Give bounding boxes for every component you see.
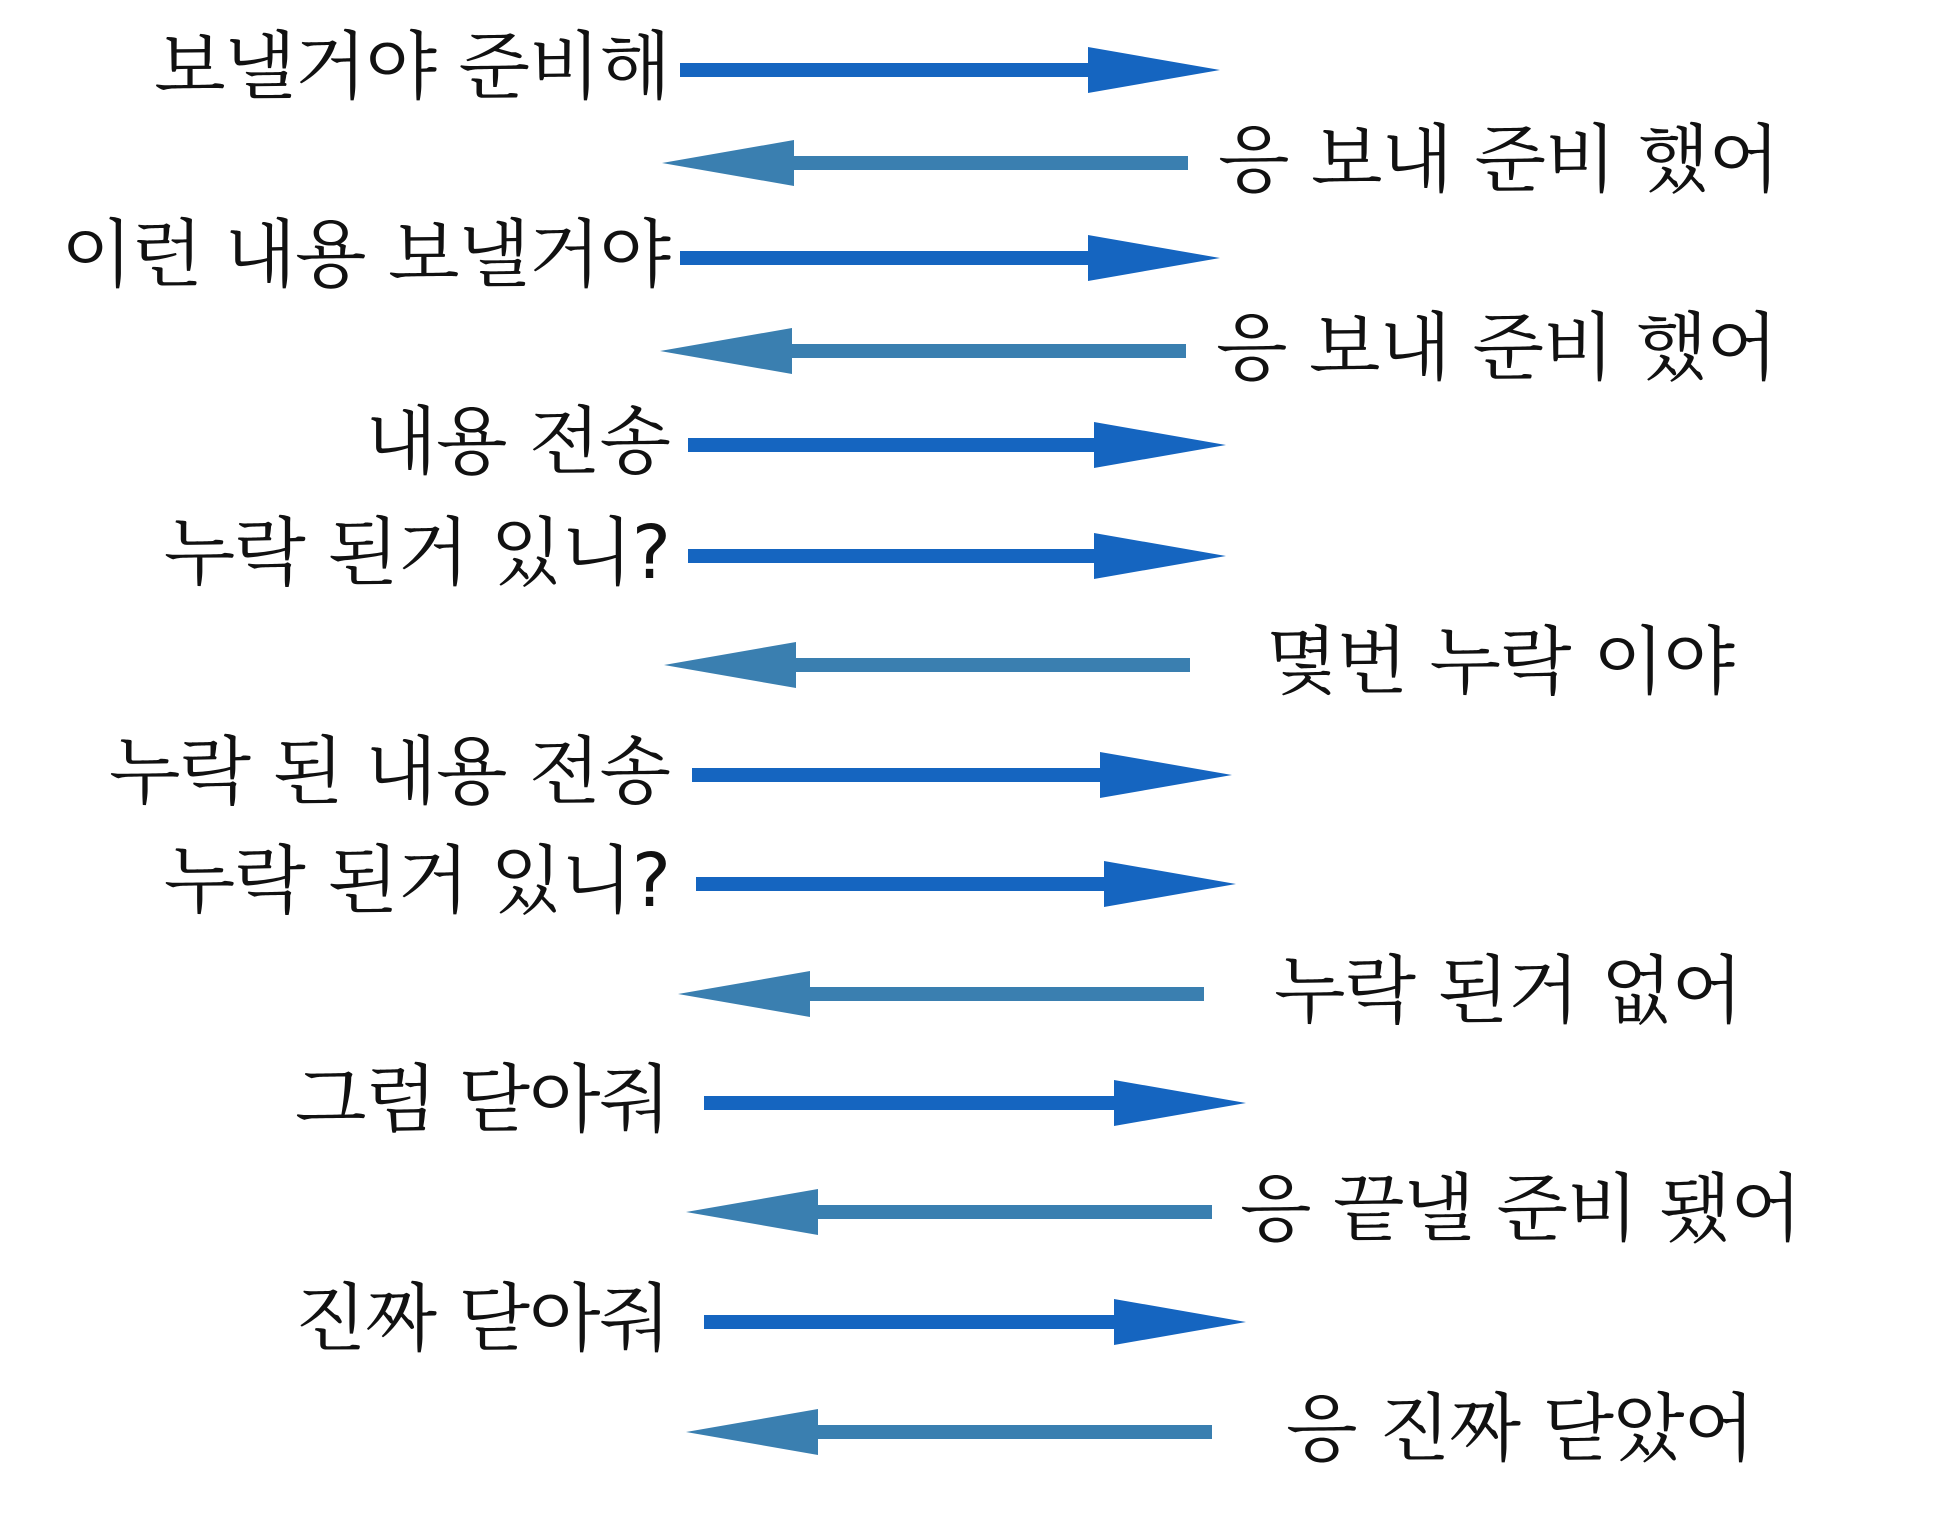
send-message-label: 누락 된거 있니?: [163, 838, 670, 924]
reply-arrow: [678, 971, 1204, 1017]
arrow-shaft: [814, 1425, 1212, 1439]
arrow-shaft: [788, 344, 1186, 358]
send-arrow: [688, 422, 1226, 468]
arrow-shaft: [680, 251, 1092, 265]
arrow-shaft: [790, 156, 1188, 170]
arrow-head: [664, 642, 796, 688]
reply-arrow: [686, 1409, 1212, 1455]
send-message-label: 그럼 닫아줘: [295, 1057, 670, 1143]
send-arrow: [704, 1080, 1246, 1126]
arrow-shaft: [696, 877, 1108, 891]
reply-message-label: 응 보내 준비 했어: [1216, 305, 1777, 391]
reply-arrow: [686, 1189, 1212, 1235]
arrow-shaft: [814, 1205, 1212, 1219]
reply-arrow: [660, 328, 1186, 374]
arrow-head: [1104, 861, 1236, 907]
reply-message-label: 몇번 누락 이야: [1266, 619, 1734, 705]
arrow-head: [1088, 235, 1220, 281]
arrow-shaft: [692, 768, 1104, 782]
arrow-shaft: [704, 1096, 1118, 1110]
send-message-label: 진짜 닫아줘: [295, 1276, 670, 1362]
arrow-shaft: [792, 658, 1190, 672]
arrow-head: [660, 328, 792, 374]
reply-message-label: 응 진짜 닫았어: [1286, 1386, 1754, 1472]
send-arrow: [680, 47, 1220, 93]
send-arrow: [704, 1299, 1246, 1345]
reply-message-label: 응 끝낼 준비 됐어: [1240, 1166, 1801, 1252]
send-arrow: [688, 533, 1226, 579]
arrow-head: [1100, 752, 1232, 798]
reply-arrow: [662, 140, 1188, 186]
arrow-shaft: [680, 63, 1092, 77]
send-arrow: [692, 752, 1232, 798]
send-message-label: 내용 전송: [365, 399, 670, 485]
arrow-head: [1114, 1299, 1246, 1345]
arrow-head: [662, 140, 794, 186]
arrow-head: [686, 1189, 818, 1235]
arrow-shaft: [704, 1315, 1118, 1329]
arrow-shaft: [688, 549, 1098, 563]
arrow-head: [1114, 1080, 1246, 1126]
send-message-label: 누락 된거 있니?: [163, 510, 670, 596]
arrow-head: [1088, 47, 1220, 93]
reply-message-label: 응 보내 준비 했어: [1218, 117, 1779, 203]
send-arrow: [680, 235, 1220, 281]
send-message-label: 누락 된 내용 전송: [109, 729, 670, 815]
arrow-head: [1094, 422, 1226, 468]
arrow-head: [678, 971, 810, 1017]
send-message-label: 보낼거야 준비해: [154, 24, 670, 110]
send-message-label: 이런 내용 보낼거야: [61, 212, 670, 298]
arrow-head: [1094, 533, 1226, 579]
arrow-shaft: [688, 438, 1098, 452]
send-arrow: [696, 861, 1236, 907]
reply-message-label: 누락 된거 없어: [1274, 948, 1742, 1034]
reply-arrow: [664, 642, 1190, 688]
arrow-shaft: [806, 987, 1204, 1001]
arrow-head: [686, 1409, 818, 1455]
